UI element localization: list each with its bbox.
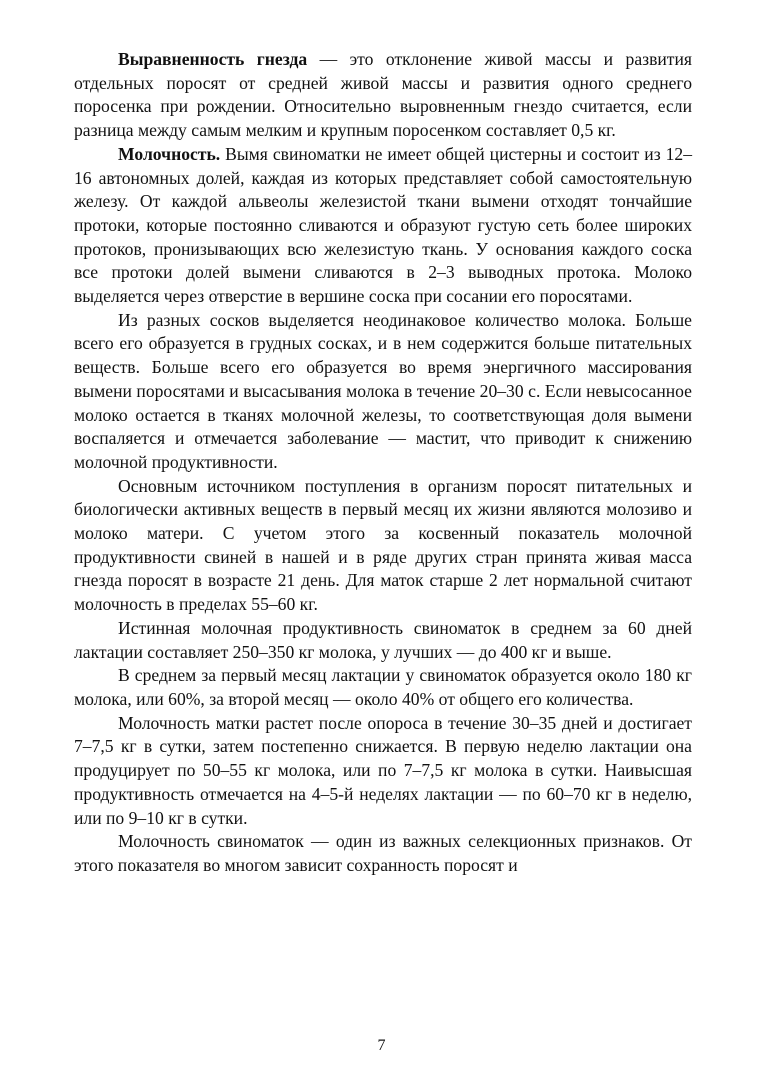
paragraph: В среднем за первый месяц лактации у свиноматок образуется около 180 кг молока, или 60%, за второй месяц — около 40% от общего его количества. <box>74 665 692 709</box>
paragraph-text: — это отклонение живой массы и развития отдельных поросят от средней живой массы и развития одного среднего поросенка при рождении. Относительно выровненным гнездо считается, если разница между самым мелким и крупным поросенком составляет 0,5 кг. <box>74 49 692 141</box>
paragraph: Основным источником поступления в организм поросят питательных и биологически активных веществ в первый месяц их жизни являются молозиво и молоко матери. С учетом этого за косвенный показатель молочной продуктивности свиней в нашей и в ряде других стран принята живая масса гнезда поросят в возрасте 21 день. Для маток старше 2 лет нормальной считают молочность в пределах 55–60 кг. <box>74 475 692 615</box>
paragraph: Молочность матки растет после опороса в течение 30–35 дней и достигает 7–7,5 кг в сутки, затем постепенно снижается. В первую неделю лактации она продуцирует по 50–55 кг молока, или по 7–7,5 кг молока в сутки. Наивысшая продуктивность отмечается на 4–5-й неделях лактации — по 60–70 кг в неделю, или по 9–10 кг в сутки. <box>74 712 692 828</box>
paragraph-milkiness <box>74 143 692 309</box>
page-body <box>74 48 692 878</box>
term-heading: Выравненность гнезда <box>118 49 308 69</box>
paragraph-nest-uniformity <box>74 48 692 143</box>
term-heading: Молочность. <box>118 143 221 164</box>
paragraph: Из разных сосков выделяется неодинаковое количество молока. Больше всего его образуется в грудных сосках, и в нем содержится больше питательных веществ. Больше всего его образуется во время энергичного массирования вымени поросятами и высасывания молока в течение 20–30 с. Если невысосанное молоко остается в тканях молочной железы, то соответствующая доля вымени воспаляется и отмечается заболевание — мастит, что приводит к снижению молочной продуктивности. <box>74 309 692 472</box>
paragraph-text: Вымя свиноматки не имеет общей цистерны и состоит из 12–16 автономных долей, каждая из которых представляет собой самостоятельную железу. От каждой альвеолы железистой ткани вымени отходят тончайшие протоки, которые постоянно сливаются и образуют густую сеть более широких протоков, пронизывающих всю железистую ткань. У основания каждого соска все протоки долей вымени сливаются в 2–3 выводных протока. Молоко выделяется через отверстие в вершине соска при сосании его поросятами. <box>74 143 692 307</box>
paragraph: Истинная молочная продуктивность свиноматок в среднем за 60 дней лактации составляет 250–350 кг молока, у лучших — до 400 кг и выше. <box>74 617 692 662</box>
paragraph: Молочность свиноматок — один из важных селекционных признаков. От этого показателя во многом зависит сохранность поросят и <box>74 831 692 875</box>
page-number: 7 <box>377 1037 386 1054</box>
